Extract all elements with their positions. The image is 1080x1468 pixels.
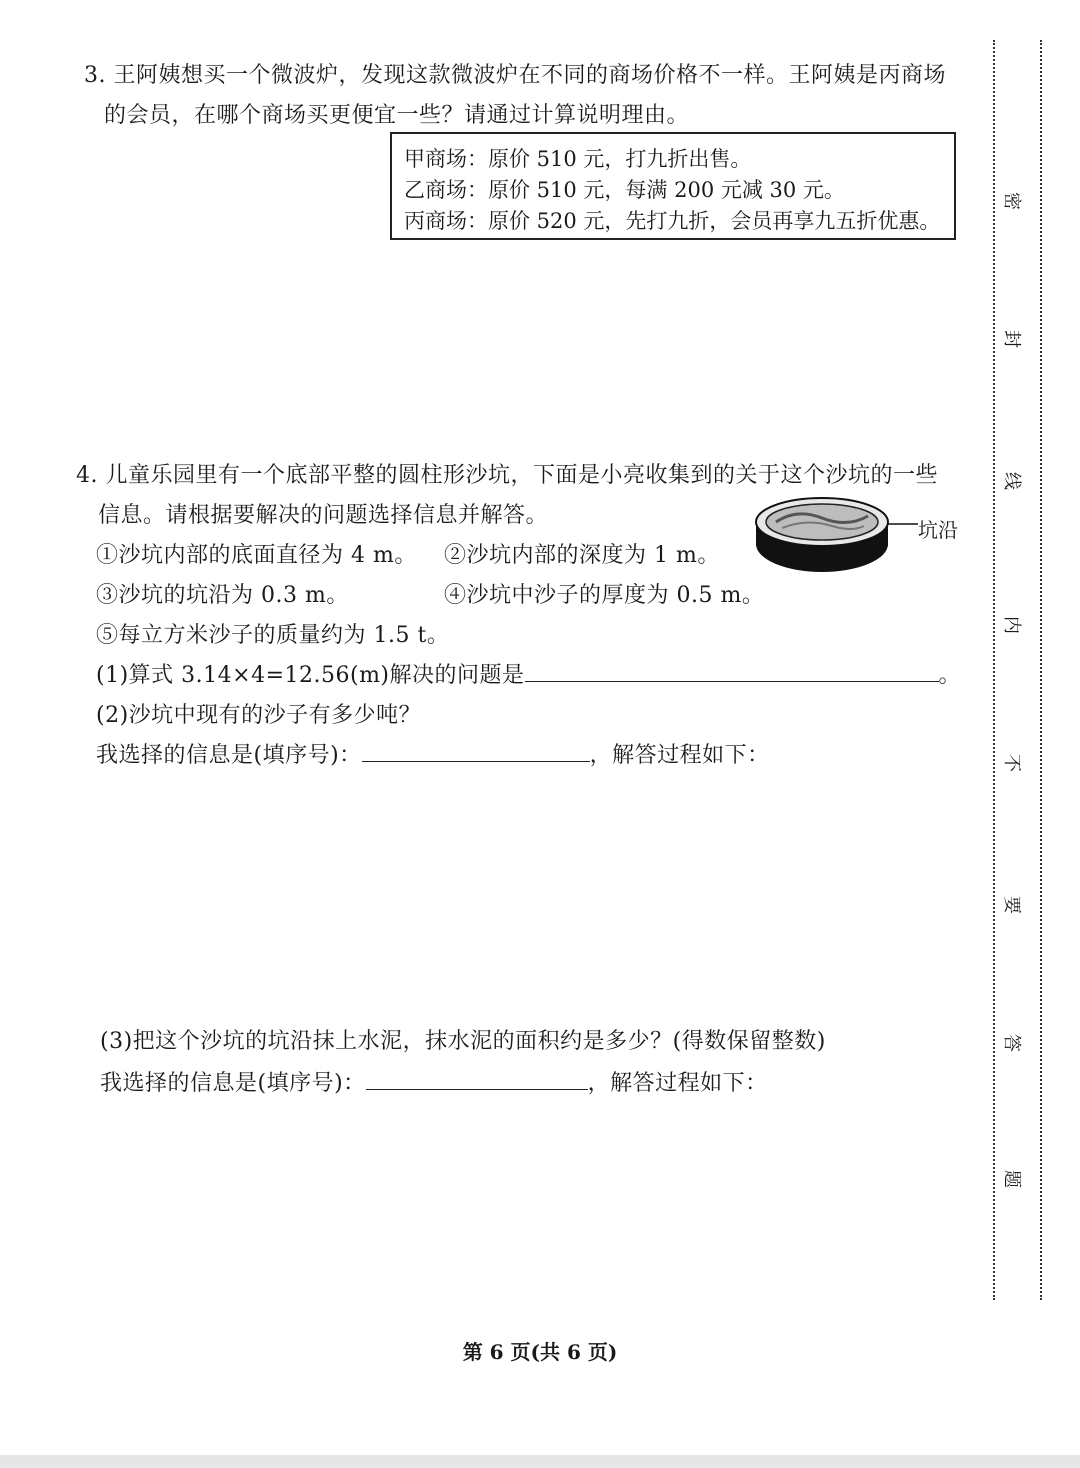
price-row-jia: 甲商场：原价 510 元，打九折出售。: [404, 147, 752, 171]
scan-edge: [0, 1455, 1080, 1468]
seal-char-5: 不: [1001, 754, 1022, 772]
seal-line-outer: [1040, 40, 1042, 1300]
part1-line: [96, 658, 961, 689]
price-info-box: [390, 132, 956, 240]
price-row-yi: 乙商场：原价 510 元，每满 200 元减 30 元。: [404, 178, 845, 202]
seal-char-8: 题: [1001, 1170, 1022, 1188]
info-2: ②沙坑内部的深度为 1 m。: [444, 543, 720, 568]
page-footer: 第 6 页(共 6 页): [462, 1340, 618, 1364]
q4-line2: 信息。请根据要解决的问题选择信息并解答。: [98, 503, 549, 528]
info-3: ③沙坑的坑沿为 0.3 m。: [96, 583, 349, 608]
part2-info-blank[interactable]: [362, 741, 590, 762]
part2-question: (2)沙坑中现有的沙子有多少吨？: [96, 703, 422, 728]
seal-char-3: 线: [1001, 472, 1022, 490]
seal-char-2: 封: [1001, 330, 1022, 348]
part3-question: (3)把这个沙坑的坑沿抹上水泥，抹水泥的面积约是多少？(得数保留整数): [100, 1029, 826, 1054]
info-5: ⑤每立方米沙子的质量约为 1.5 t。: [96, 623, 450, 648]
info-4: ④沙坑中沙子的厚度为 0.5 m。: [444, 583, 765, 608]
price-row-bing: 丙商场：原价 520 元，先打九折，会员再享九五折优惠。: [404, 209, 941, 233]
part3-after: ，解答过程如下：: [587, 1071, 768, 1096]
seal-char-4: 内: [1001, 616, 1022, 634]
part3-choose-label: 我选择的信息是(填序号)：: [100, 1071, 366, 1096]
part1-text: (1)算式 3.14×4=12.56(m)解决的问题是: [96, 663, 525, 688]
part3-info-blank[interactable]: [366, 1069, 588, 1090]
q3-line2: 的会员，在哪个商场买更便宜一些？请通过计算说明理由。: [104, 103, 690, 128]
part2-choose-line: [96, 738, 770, 769]
seal-char-7: 答: [1001, 1034, 1022, 1052]
q4-line1: 4. 儿童乐园里有一个底部平整的圆柱形沙坑，下面是小亮收集到的关于这个沙坑的一些: [76, 463, 938, 488]
seal-line-inner: [993, 40, 995, 1300]
info-1: ①沙坑内部的底面直径为 4 m。: [96, 543, 417, 568]
part3-choose-line: [100, 1066, 768, 1097]
part2-after: ，解答过程如下：: [589, 743, 770, 768]
seal-char-1: 密: [1001, 192, 1022, 210]
part1-end: 。: [938, 663, 962, 688]
part1-answer-blank[interactable]: [525, 661, 939, 682]
rim-label: 坑沿: [918, 518, 958, 542]
q3-line1: 3. 王阿姨想买一个微波炉，发现这款微波炉在不同的商场价格不一样。王阿姨是丙商场: [84, 63, 946, 88]
part2-choose-label: 我选择的信息是(填序号)：: [96, 743, 362, 768]
seal-char-6: 要: [1001, 896, 1022, 914]
